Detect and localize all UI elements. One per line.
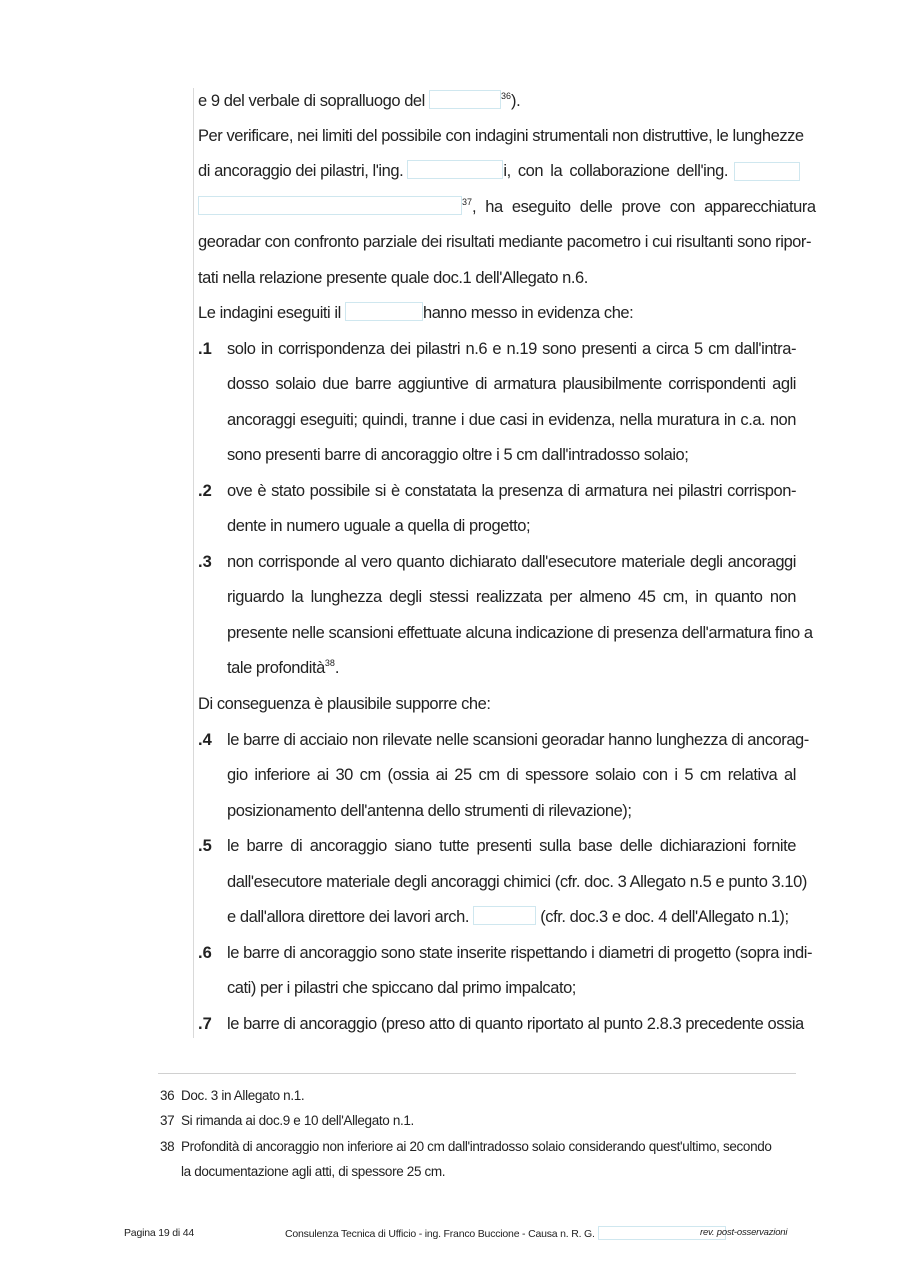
footnote-number: 36 (160, 1088, 175, 1103)
footer-title (285, 1226, 726, 1241)
body-text: hanno messo in evidenza che: (422, 304, 634, 322)
list-item-line: le barre di ancoraggio sono state inserite rispettando i diametri di progetto (sopra indi- (227, 944, 813, 962)
list-item-line: le barre di ancoraggio (preso atto di quanto riportato al punto 2.8.3 precedente ossia (227, 1015, 804, 1033)
redaction-box (345, 302, 423, 321)
footnote-ref: 38 (324, 658, 335, 668)
body-text: tale profondità (227, 659, 325, 677)
list-number: .1 (198, 340, 212, 358)
body-text: . (334, 659, 339, 677)
body-line: Di conseguenza è plausibile supporre che: (198, 695, 491, 713)
footnote-number: 37 (160, 1113, 175, 1128)
list-number: .3 (198, 553, 212, 571)
body-text: e dall'allora direttore dei lavori arch. (227, 908, 474, 926)
body-text: (cfr. doc.3 e doc. 4 dell'Allegato n.1); (536, 908, 789, 926)
margin-rule (193, 88, 194, 1038)
footnote-ref: 37 (462, 197, 473, 207)
redaction-box (198, 196, 462, 215)
body-line (198, 302, 796, 324)
footnote-text: Profondità di ancoraggio non inferiore ai 20 cm dall'intradosso solaio considerando quest'ultimo, secondo (181, 1139, 772, 1154)
body-text: e 9 del verbale di sopralluogo del (198, 92, 430, 110)
list-item-line: le barre di ancoraggio siano tutte presenti sulla base delle dichiarazioni fornite (227, 837, 796, 855)
list-number: .4 (198, 731, 212, 749)
list-item-line: dente in numero uguale a quella di progetto; (227, 517, 531, 535)
footnote (160, 1087, 800, 1105)
body-text: ). (511, 92, 521, 110)
list-item-line: ove è stato possibile si è constatata la presenza di armatura nei pilastri corrispon- (227, 482, 796, 500)
footer-text: Consulenza Tecnica di Ufficio - ing. Franco Buccione - Causa n. R. G. (285, 1228, 595, 1240)
list-item-line: presente nelle scansioni effettuate alcuna indicazione di presenza dell'armatura fino a (227, 624, 813, 642)
list-item-line: solo in corrispondenza dei pilastri n.6 e n.19 sono presenti a circa 5 cm dall'intra- (227, 340, 796, 358)
list-item-line: dosso solaio due barre aggiuntive di armatura plausibilmente corrispondenti agli (227, 375, 796, 393)
list-item-line: non corrisponde al vero quanto dichiarato dall'esecutore materiale degli ancoraggi (227, 553, 796, 571)
list-number: .5 (198, 837, 212, 855)
list-item-line (227, 657, 796, 679)
body-line (198, 160, 796, 182)
body-line: georadar con confronto parziale dei risultati mediante pacometro i cui risultanti sono ripor- (198, 233, 811, 251)
footnote-ref: 36 (501, 91, 512, 101)
list-item-line: posizionamento dell'antenna dello strumenti di rilevazione); (227, 802, 632, 820)
redaction-box (429, 90, 501, 109)
list-item-line: ancoraggi eseguiti; quindi, tranne i due casi in evidenza, nella muratura in c.a. non (227, 411, 796, 429)
footnote (160, 1112, 800, 1130)
footnote-text: Doc. 3 in Allegato n.1. (181, 1088, 305, 1103)
body-text: Le indagini eseguiti il (198, 304, 345, 322)
list-number: .7 (198, 1015, 212, 1033)
list-item-line: le barre di acciaio non rilevate nelle scansioni georadar hanno lunghezza di ancorag- (227, 731, 809, 749)
redaction-box (407, 160, 503, 179)
list-item-line: riguardo la lunghezza degli stessi realizzata per almeno 45 cm, in quanto non (227, 588, 796, 606)
footnote (160, 1138, 800, 1156)
body-text: i, con la collaborazione dell'ing. (503, 162, 728, 180)
page-number: Pagina 19 di 44 (124, 1227, 194, 1239)
body-line (198, 196, 816, 218)
body-line (198, 90, 796, 112)
body-text: di ancoraggio dei pilastri, l'ing. (198, 162, 408, 180)
list-item-line: sono presenti barre di ancoraggio oltre i 5 cm dall'intradosso solaio; (227, 446, 689, 464)
list-number: .6 (198, 944, 212, 962)
body-line: tati nella relazione presente quale doc.1 dell'Allegato n.6. (198, 269, 588, 287)
list-number: .2 (198, 482, 212, 500)
redaction-box (473, 906, 536, 925)
redaction-box (734, 162, 800, 181)
footnote-text: Si rimanda ai doc.9 e 10 dell'Allegato n.1. (181, 1113, 414, 1128)
list-item-line: gio inferiore ai 30 cm (ossia ai 25 cm di spessore solaio con i 5 cm relativa al (227, 766, 796, 784)
list-item-line (227, 906, 796, 928)
footnote-continuation: la documentazione agli atti, di spessore 25 cm. (181, 1164, 446, 1179)
body-text: , ha eseguito delle prove con apparecchiatura (472, 198, 816, 216)
body-line: Per verificare, nei limiti del possibile con indagini strumentali non distruttive, le lunghezze (198, 127, 804, 145)
footnote-separator (158, 1073, 796, 1074)
revision-label: rev. post-osservazioni (700, 1227, 788, 1238)
list-item-line: cati) per i pilastri che spiccano dal primo impalcato; (227, 979, 576, 997)
footnote-number: 38 (160, 1139, 175, 1154)
list-item-line: dall'esecutore materiale degli ancoraggi chimici (cfr. doc. 3 Allegato n.5 e punto 3.10) (227, 873, 807, 891)
